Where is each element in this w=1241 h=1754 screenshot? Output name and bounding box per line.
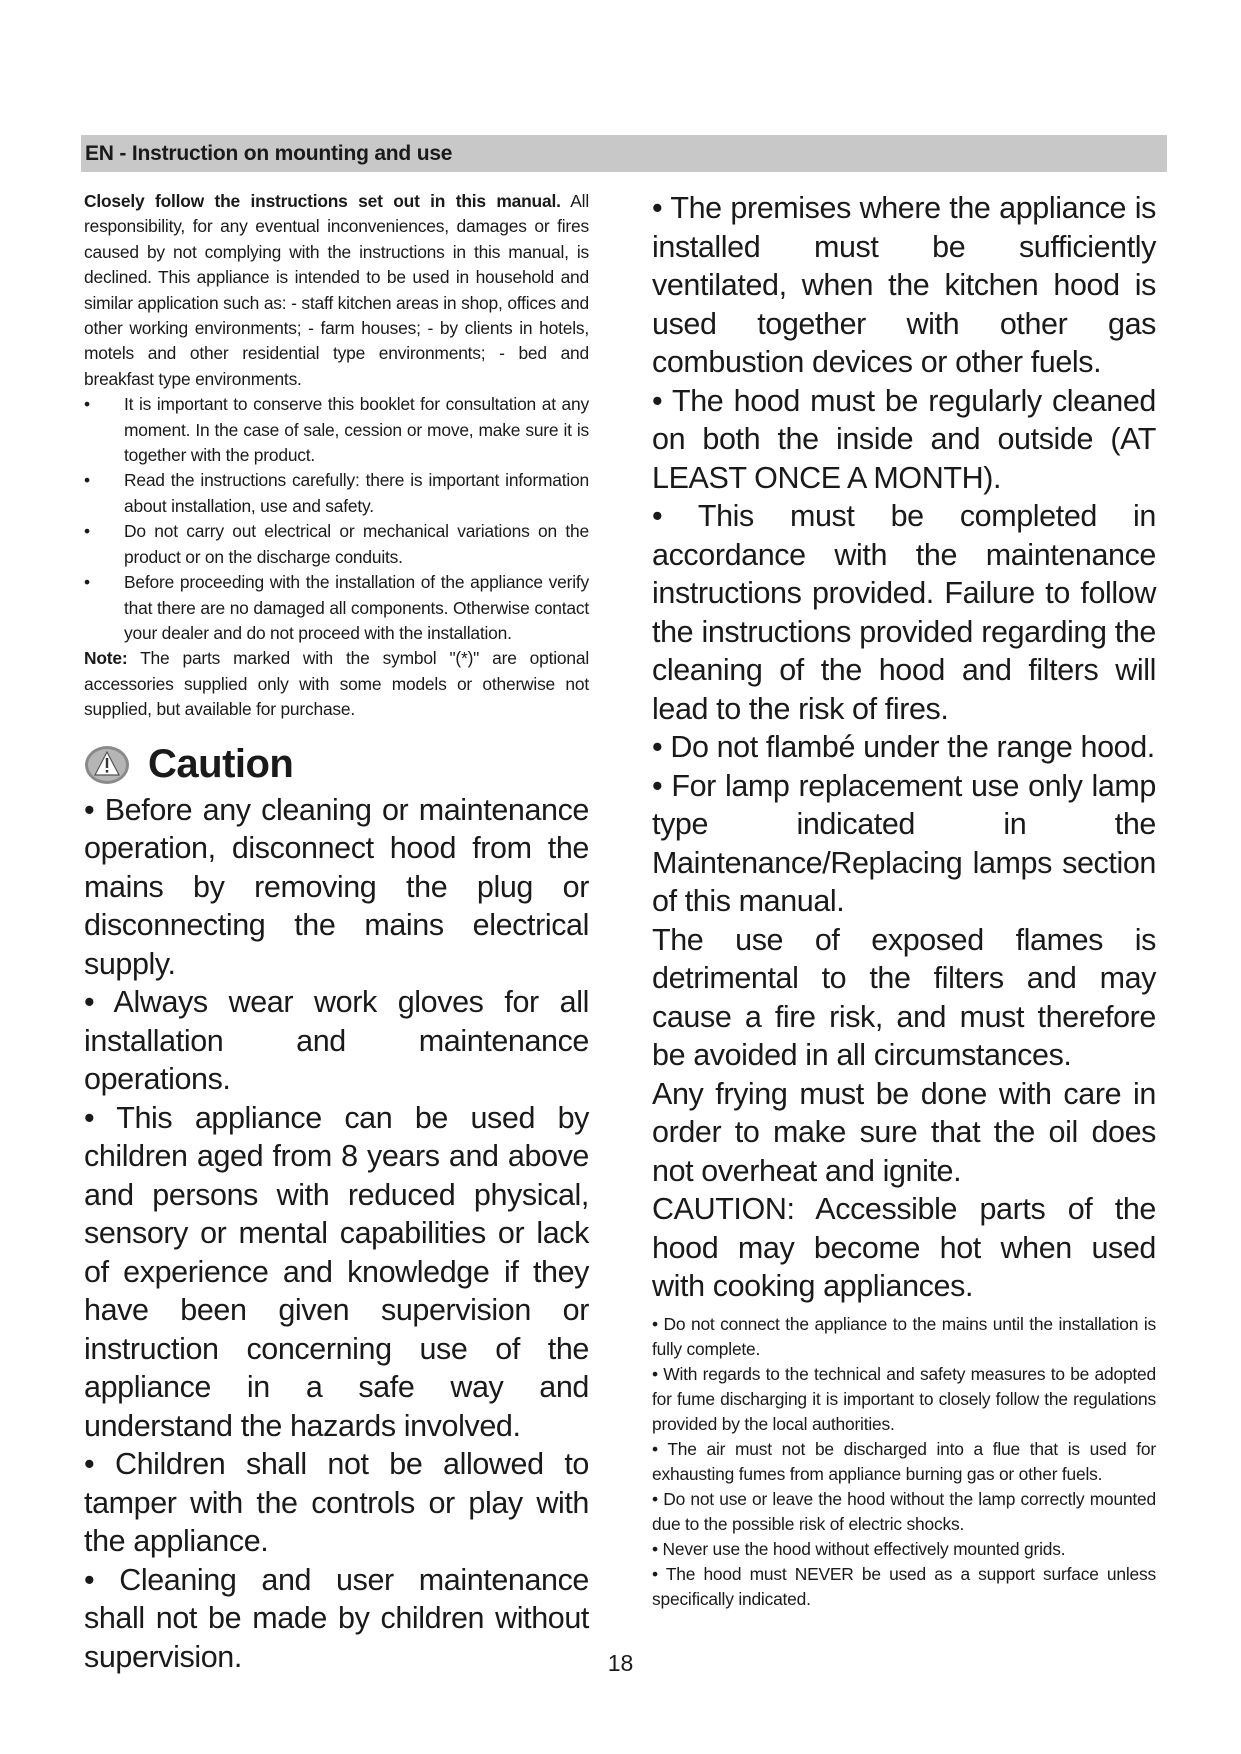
caution-right-list (652, 189, 1156, 1306)
list-item: • Always wear work gloves for all installation and maintenance operations. (84, 985, 589, 1097)
note-text: The parts marked with the symbol "(*)" are optional accessories supplied only with some models or otherwise not supplied, but available for purchase. (84, 648, 589, 720)
intro-block (84, 189, 589, 723)
list-item: • This must be completed in accordance with the maintenance instructions provided. Failure to follow the instructions provided regarding the cleaning of the hood and filters will lead to the risk of fires. (652, 499, 1156, 726)
list-item: • With regards to the technical and safety measures to be adopted for fume discharging it is important to closely follow the regulations provided by the local authorities. (652, 1363, 1156, 1434)
note-paragraph (84, 646, 589, 722)
list-item: Any frying must be done with care in order to make sure that the oil does not overheat and ignite. (652, 1076, 1156, 1188)
list-item: • Before any cleaning or maintenance operation, disconnect hood from the mains by removing the plug or disconnecting the mains electrical supply. (84, 792, 589, 981)
section-header-bar (81, 135, 1167, 172)
list-item: • Children shall not be allowed to tamper with the controls or play with the appliance. (84, 1447, 589, 1559)
list-item: • Read the instructions carefully: there is important information about installation, use and safety. (84, 470, 589, 516)
safety-small-list (652, 1312, 1156, 1612)
list-item: • Do not use or leave the hood without the lamp correctly mounted due to the possible risk of electric shocks. (652, 1488, 1156, 1534)
list-item: • Do not carry out electrical or mechanical variations on the product or on the discharge conduits. (84, 521, 589, 567)
list-item: • The hood must NEVER be used as a support surface unless specifically indicated. (652, 1563, 1156, 1609)
caution-left-list (84, 791, 589, 1677)
caution-heading (84, 739, 589, 791)
list-item: CAUTION: Accessible parts of the hood may become hot when used with cooking appliances. (652, 1192, 1156, 1303)
list-item: • This appliance can be used by children aged from 8 years and above and persons with reduced physical, sensory or mental capabilities or lack of experience and knowledge if they have been given supervision or instruction concerning use of the appliance in a safe way and understand the hazards involved. (84, 1100, 589, 1443)
list-item: • It is important to conserve this booklet for consultation at any moment. In the case of sale, cession or move, make sure it is together with the product. (84, 394, 589, 466)
caution-title: Caution (148, 742, 294, 787)
intro-text: All responsibility, for any eventual inconveniences, damages or fires caused by not complying with the instructions in this manual, is declined. This appliance is intended to be used in household and similar application such as: - staff kitchen areas in shop, offices and other working environments; - farm houses; - by clients in hotels, motels and other residential type environments; - bed and breakfast type environments. (84, 191, 590, 389)
list-item: • Cleaning and user maintenance shall not be made by children without supervision. (84, 1562, 589, 1674)
intro-bullet-list (84, 392, 589, 646)
list-item: • For lamp replacement use only lamp type indicated in the Maintenance/Replacing lamps section of this manual. (652, 768, 1156, 918)
list-item: • Do not connect the appliance to the mains until the installation is fully complete. (652, 1313, 1156, 1359)
list-item: • The air must not be discharged into a flue that is used for exhausting fumes from appliance burning gas or other fuels. (652, 1438, 1156, 1484)
note-label: Note: (84, 648, 128, 669)
list-item: • The hood must be regularly cleaned on both the inside and outside (AT LEAST ONCE A MONTH). (652, 383, 1156, 495)
section-title: EN - Instruction on mounting and use (85, 142, 453, 165)
left-column (84, 189, 589, 1676)
list-item: • Never use the hood without effectively mounted grids. (652, 1538, 1066, 1559)
warning-triangle-icon (84, 745, 130, 785)
intro-paragraph (84, 189, 589, 392)
list-item: • Before proceeding with the installation of the appliance verify that there are no damaged all components. Otherwise contact your dealer and do not proceed with the installation. (84, 572, 589, 643)
list-item: • Do not flambé under the range hood. (652, 730, 1155, 764)
list-item: The use of exposed flames is detrimental to the filters and may cause a fire risk, and must therefore be avoided in all circumstances. (652, 922, 1156, 1072)
right-column (652, 189, 1156, 1612)
intro-bold-lead: Closely follow the instructions set out in this manual. (84, 191, 561, 211)
page-number: 18 (607, 1650, 634, 1676)
list-item: • The premises where the appliance is installed must be sufficiently ventilated, when the kitchen hood is used together with other gas combustion devices or other fuels. (652, 191, 1156, 379)
